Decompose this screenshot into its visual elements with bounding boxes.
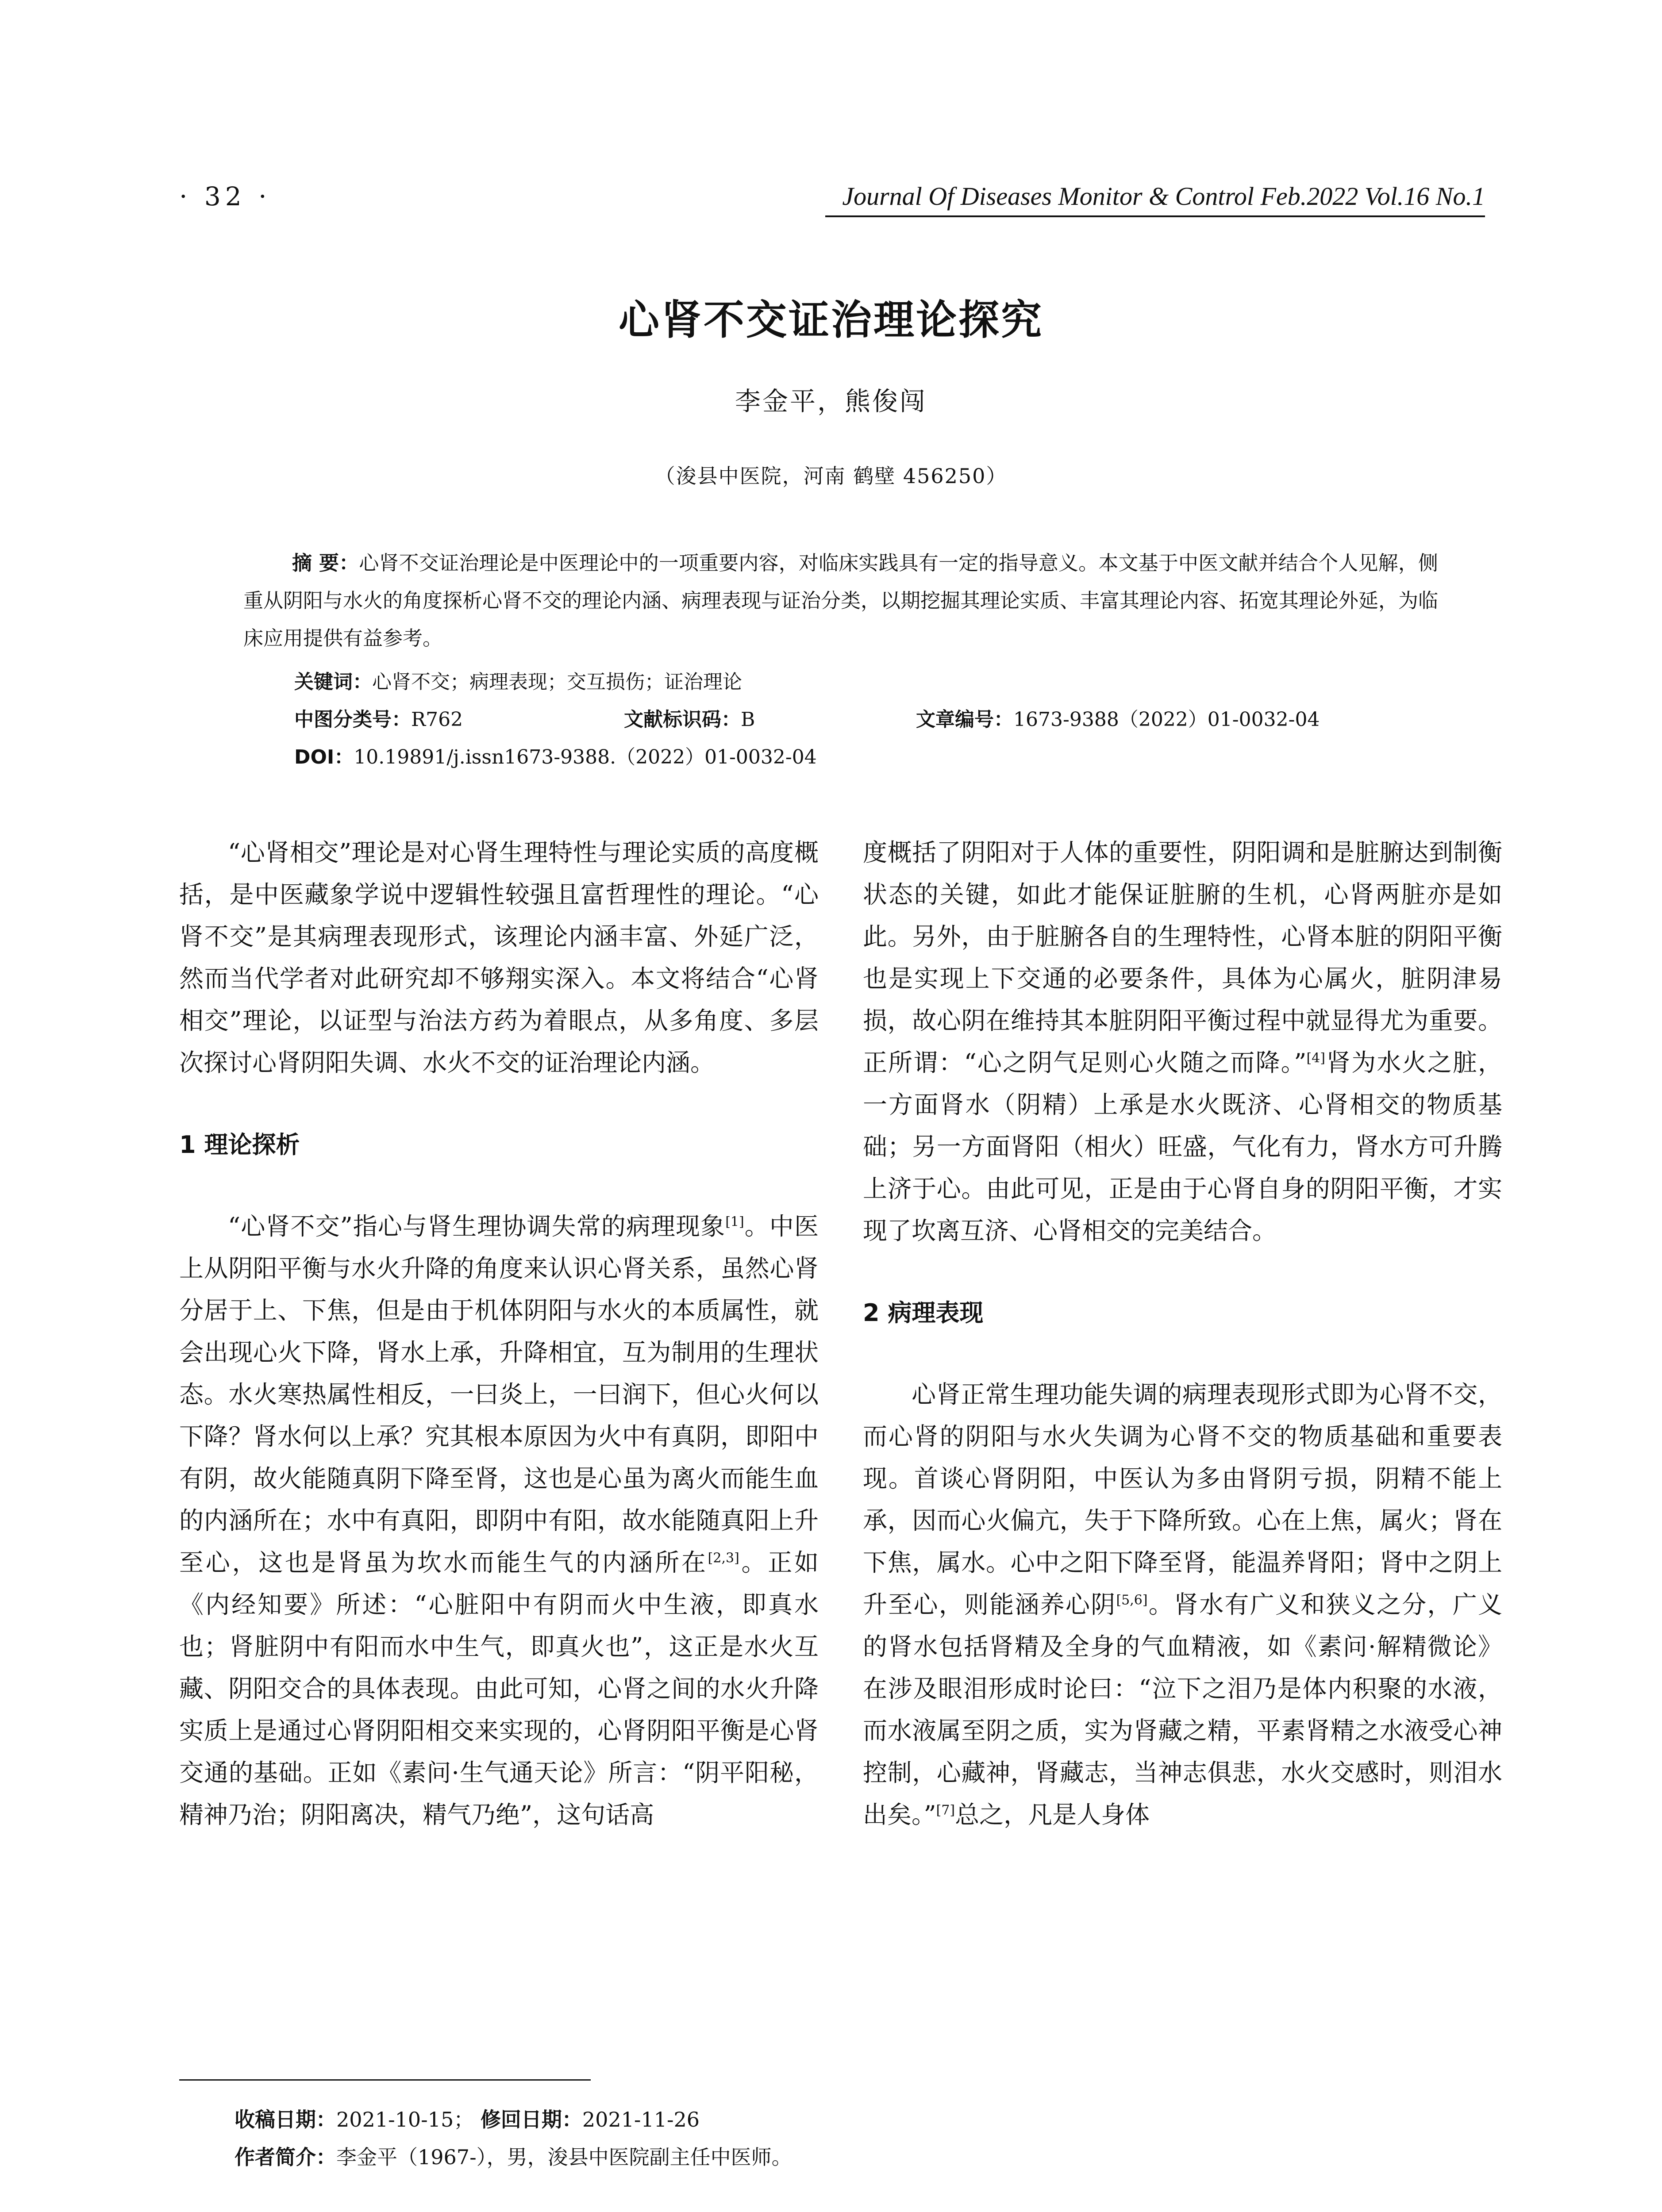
keywords-text: 心肾不交；病理表现；交互损伤；证治理论	[372, 671, 742, 693]
citation-ref: [4]	[1306, 1050, 1325, 1066]
article-label: 文章编号：	[916, 708, 1013, 731]
abstract-text: 心肾不交证治理论是中医理论中的一项重要内容，对临床实践具有一定的指导意义。本文基于中医文献并结合个人见解，侧重从阴阳与水火的角度探析心肾不交的理论内涵、病理表现与证治分类，以期挖掘其理论实质、丰富其理论内容、拓宽其理论外延，为临床应用提供有益参考。	[243, 551, 1439, 650]
body-paragraph	[863, 1374, 1502, 1836]
paragraph-text: 总之，凡是人身体	[955, 1801, 1150, 1829]
abstract-label: 摘 要：	[292, 551, 359, 575]
author-bio-label: 作者简介：	[235, 2145, 336, 2169]
author-bio: 李金平（1967-），男，浚县中医院副主任中医师。	[336, 2145, 792, 2169]
paragraph-text: “心肾不交”指心与肾生理协调失常的病理现象	[228, 1212, 726, 1240]
footnote-author	[235, 2141, 792, 2170]
footnote-rule	[179, 2079, 591, 2081]
received-date: 2021-10-15；	[336, 2108, 474, 2131]
abstract	[243, 544, 1438, 657]
section-heading-2: 2 病理表现	[863, 1299, 984, 1327]
keywords-label: 关键词：	[294, 671, 372, 693]
section-heading-1: 1 理论探析	[179, 1131, 300, 1159]
paragraph-text: 肾为水火之脏，一方面肾水（阴精）上承是水火既济、心肾相交的物质基础；另一方面肾阳（相火）旺盛，气化有力，肾水方可升腾上济于心。由此可见，正是由于心肾自身的阴阳平衡，才实现了坎离互济、心肾相交的完美结合。	[863, 1048, 1502, 1245]
revised-date: 2021-11-26	[582, 2108, 700, 2131]
citation-ref: [2,3]	[708, 1550, 739, 1566]
paragraph-text: 心肾正常生理功能失调的病理表现形式即为心肾不交，而心肾的阴阳与水火失调为心肾不交的物质基础和重要表现。首谈心肾阴阳，中医认为多由肾阴亏损，阴精不能上承，因而心火偏亢，失于下降所致。心在上焦，属火；肾在下焦，属水。心中之阳下降至肾，能温养肾阳；肾中之阴上升至心，则能涵养心阴	[863, 1380, 1502, 1619]
paragraph-text: 。正如《内经知要》所述：“心脏阳中有阴而火中生液，即真水也；肾脏阴中有阳而水中生气，即真火也”，这正是水火互藏、阴阳交合的具体表现。由此可知，心肾之间的水火升降实质上是通过心肾阴阳相交来实现的，心肾阴阳平衡是心肾交通的基础。正如《素问·生气通天论》所言：“阴平阳秘，精神乃治；阴阳离决，精气乃绝”，这句话高	[179, 1548, 819, 1829]
doc-code	[624, 703, 755, 732]
article-number	[916, 703, 1320, 732]
journal-header: Journal Of Diseases Monitor & Control Feb.2022 Vol.16 No.1	[842, 182, 1485, 211]
article-value: 1673-9388（2022）01-0032-04	[1013, 708, 1320, 731]
page-number: · 32 ·	[179, 181, 271, 211]
classification-line	[294, 703, 463, 732]
affiliation: （浚县中医院，河南 鹤壁 456250）	[654, 464, 1008, 488]
keywords	[294, 666, 742, 694]
citation-ref: [1]	[725, 1214, 744, 1230]
footnote-dates	[235, 2104, 700, 2133]
clc-label: 中图分类号：	[294, 708, 411, 731]
paragraph-text: 。中医上从阴阳平衡与水火升降的角度来认识心肾关系，虽然心肾分居于上、下焦，但是由于机体阴阳与水火的本质属性，就会出现心火下降，肾水上承，升降相宜，互为制用的生理状态。水火寒热属性相反，一曰炎上，一曰润下，但心火何以下降？肾水何以上承？究其根本原因为火中有真阴，即阳中有阴，故火能随真阴下降至肾，这也是心虽为离火而能生血的内涵所在；水中有真阳，即阴中有阳，故水能随真阳上升至心，这也是肾虽为坎水而能生气的内涵所在	[179, 1212, 819, 1577]
doi	[294, 741, 817, 769]
revised-label: 修回日期：	[480, 2108, 582, 2131]
authors: 李金平，熊俊闯	[735, 386, 927, 416]
doi-text: 10.19891/j.issn1673-9388.（2022）01-0032-04	[354, 746, 817, 768]
article-title: 心肾不交证治理论探究	[618, 296, 1043, 344]
body-paragraph	[863, 832, 1502, 1252]
header-rule	[825, 215, 1485, 217]
received-label: 收稿日期：	[235, 2108, 336, 2131]
paragraph-text: 度概括了阴阳对于人体的重要性，阴阳调和是脏腑达到制衡状态的关键，如此才能保证脏腑的生机，心肾两脏亦是如此。另外，由于脏腑各自的生理特性，心肾本脏的阴阳平衡也是实现上下交通的必要条件，具体为心属火，脏阴津易损，故心阴在维持其本脏阴阳平衡过程中就显得尤为重要。正所谓：“心之阴气足则心火随之而降。”	[863, 838, 1502, 1077]
doc-label: 文献标识码：	[624, 708, 741, 731]
body-paragraph: “心肾相交”理论是对心肾生理特性与理论实质的高度概括，是中医藏象学说中逻辑性较强且富哲理性的理论。“心肾不交”是其病理表现形式，该理论内涵丰富、外延广泛，然而当代学者对此研究却不够翔实深入。本文将结合“心肾相交”理论，以证型与治法方药为着眼点，从多角度、多层次探讨心肾阴阳失调、水火不交的证治理论内涵。	[179, 838, 819, 1077]
body-column-left	[179, 832, 819, 1836]
doi-label: DOI：	[294, 746, 354, 768]
citation-ref: [7]	[936, 1802, 955, 1818]
citation-ref: [5,6]	[1116, 1592, 1148, 1608]
clc-value: R762	[411, 708, 463, 731]
body-column-right	[863, 832, 1502, 1836]
doc-value: B	[741, 708, 755, 731]
body-paragraph	[179, 1206, 819, 1836]
paragraph-text: 。肾水有广义和狭义之分，广义的肾水包括肾精及全身的气血精液，如《素问·解精微论》在涉及眼泪形成时论曰：“泣下之泪乃是体内积聚的水液，而水液属至阴之质，实为肾藏之精，平素肾精之水液受心神控制，心藏神，肾藏志，当神志俱悲，水火交感时，则泪水出矣。”	[863, 1590, 1502, 1829]
